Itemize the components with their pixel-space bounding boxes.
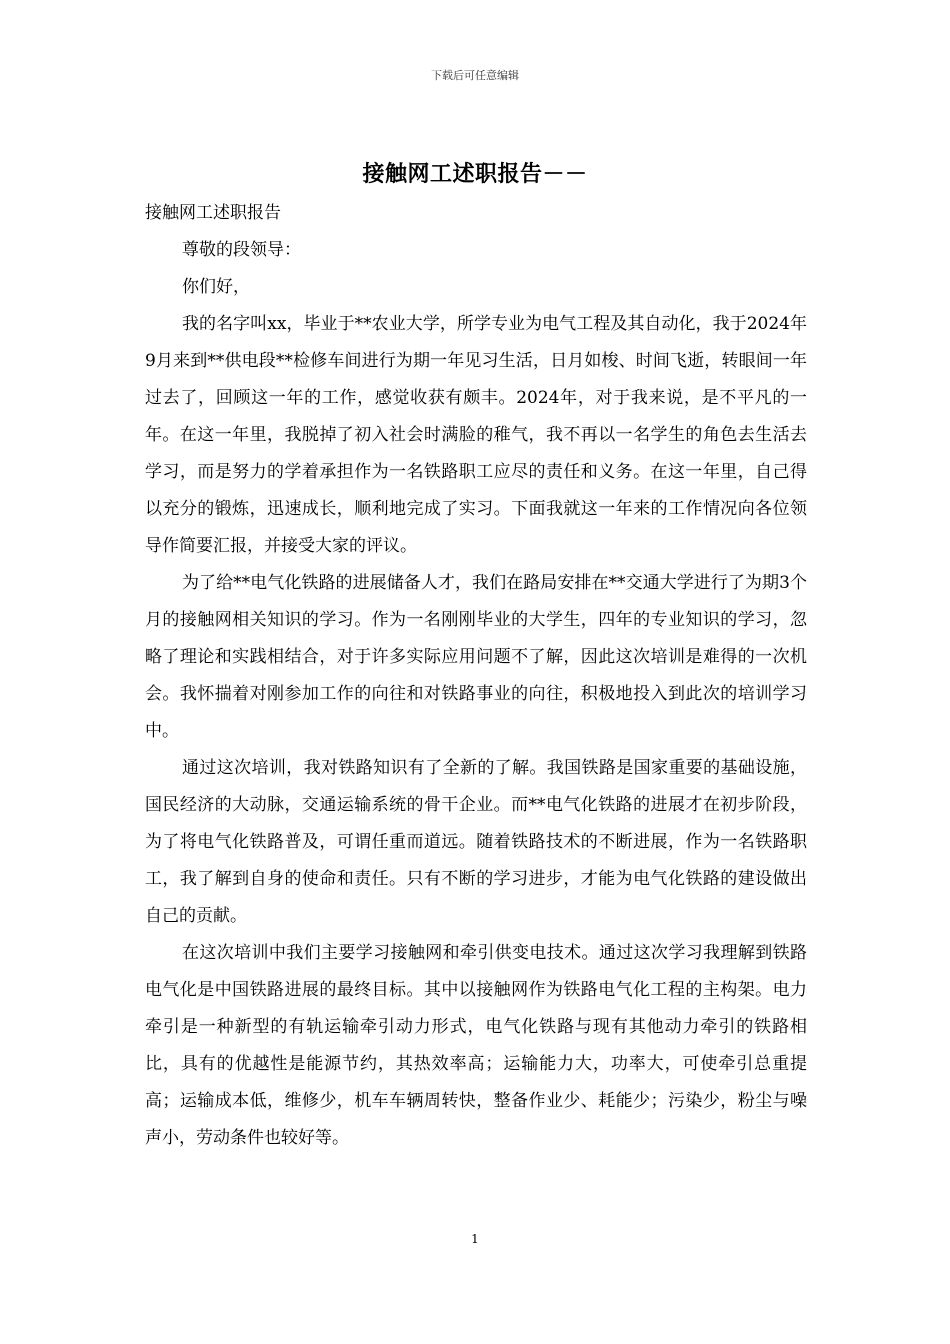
paragraph-2: 为了给**电气化铁路的进展储备人才，我们在路局安排在**交通大学进行了为期3个月的接触网相关知识的学习。作为一名刚刚毕业的大学生，四年的专业知识的学习，忽略了理论和实践相结合，对于许多实际应用问题不了解，因此这次培训是难得的一次机会。我怀揣着对刚参加工作的向往和对铁路事业的向往，积极地投入到此次的培训学习中。 <box>145 573 807 741</box>
greeting: 你们好， <box>182 277 250 297</box>
document-subtitle: 接触网工述职报告 <box>145 203 281 223</box>
document-title: 接触网工述职报告－－ <box>362 161 588 187</box>
paragraph-3: 通过这次培训，我对铁路知识有了全新的了解。我国铁路是国家重要的基础设施，国民经济的大动脉，交通运输系统的骨干企业。而**电气化铁路的进展才在初步阶段，为了将电气化铁路普及，可谓任重而道远。随着铁路技术的不断进展，作为一名铁路职工，我了解到自身的使命和责任。只有不断的学习进步，才能为电气化铁路的建设做出自己的贡献。 <box>145 758 807 926</box>
header-note: 下载后可任意编辑 <box>431 69 519 82</box>
page-number: 1 <box>471 1232 479 1246</box>
paragraph-4: 在这次培训中我们主要学习接触网和牵引供变电技术。通过这次学习我理解到铁路电气化是中国铁路进展的最终目标。其中以接触网作为铁路电气化工程的主构架。电力牵引是一种新型的有轨运输牵引动力形式，电气化铁路与现有其他动力牵引的铁路相比，具有的优越性是能源节约，其热效率高；运输能力大，功率大，可使牵引总重提高；运输成本低，维修少，机车车辆周转快，整备作业少、耗能少；污染少，粉尘与噪声小，劳动条件也较好等。 <box>145 943 807 1148</box>
paragraph-1: 我的名字叫xx，毕业于**农业大学，所学专业为电气工程及其自动化，我于2024年9月来到**供电段**检修车间进行为期一年见习生活，日月如梭、时间飞逝，转眼间一年过去了，回顾这一年的工作，感觉收获有颇丰。2024年，对于我来说，是不平凡的一年。在这一年里，我脱掉了初入社会时满脸的稚气，我不再以一名学生的角色去生活去学习，而是努力的学着承担作为一名铁路职工应尽的责任和义务。在这一年里，自己得以充分的锻炼，迅速成长，顺利地完成了实习。下面我就这一年来的工作情况向各位领导作简要汇报，并接受大家的评议。 <box>145 314 807 556</box>
salutation: 尊敬的段领导： <box>182 240 301 260</box>
document-body <box>145 195 807 1157</box>
